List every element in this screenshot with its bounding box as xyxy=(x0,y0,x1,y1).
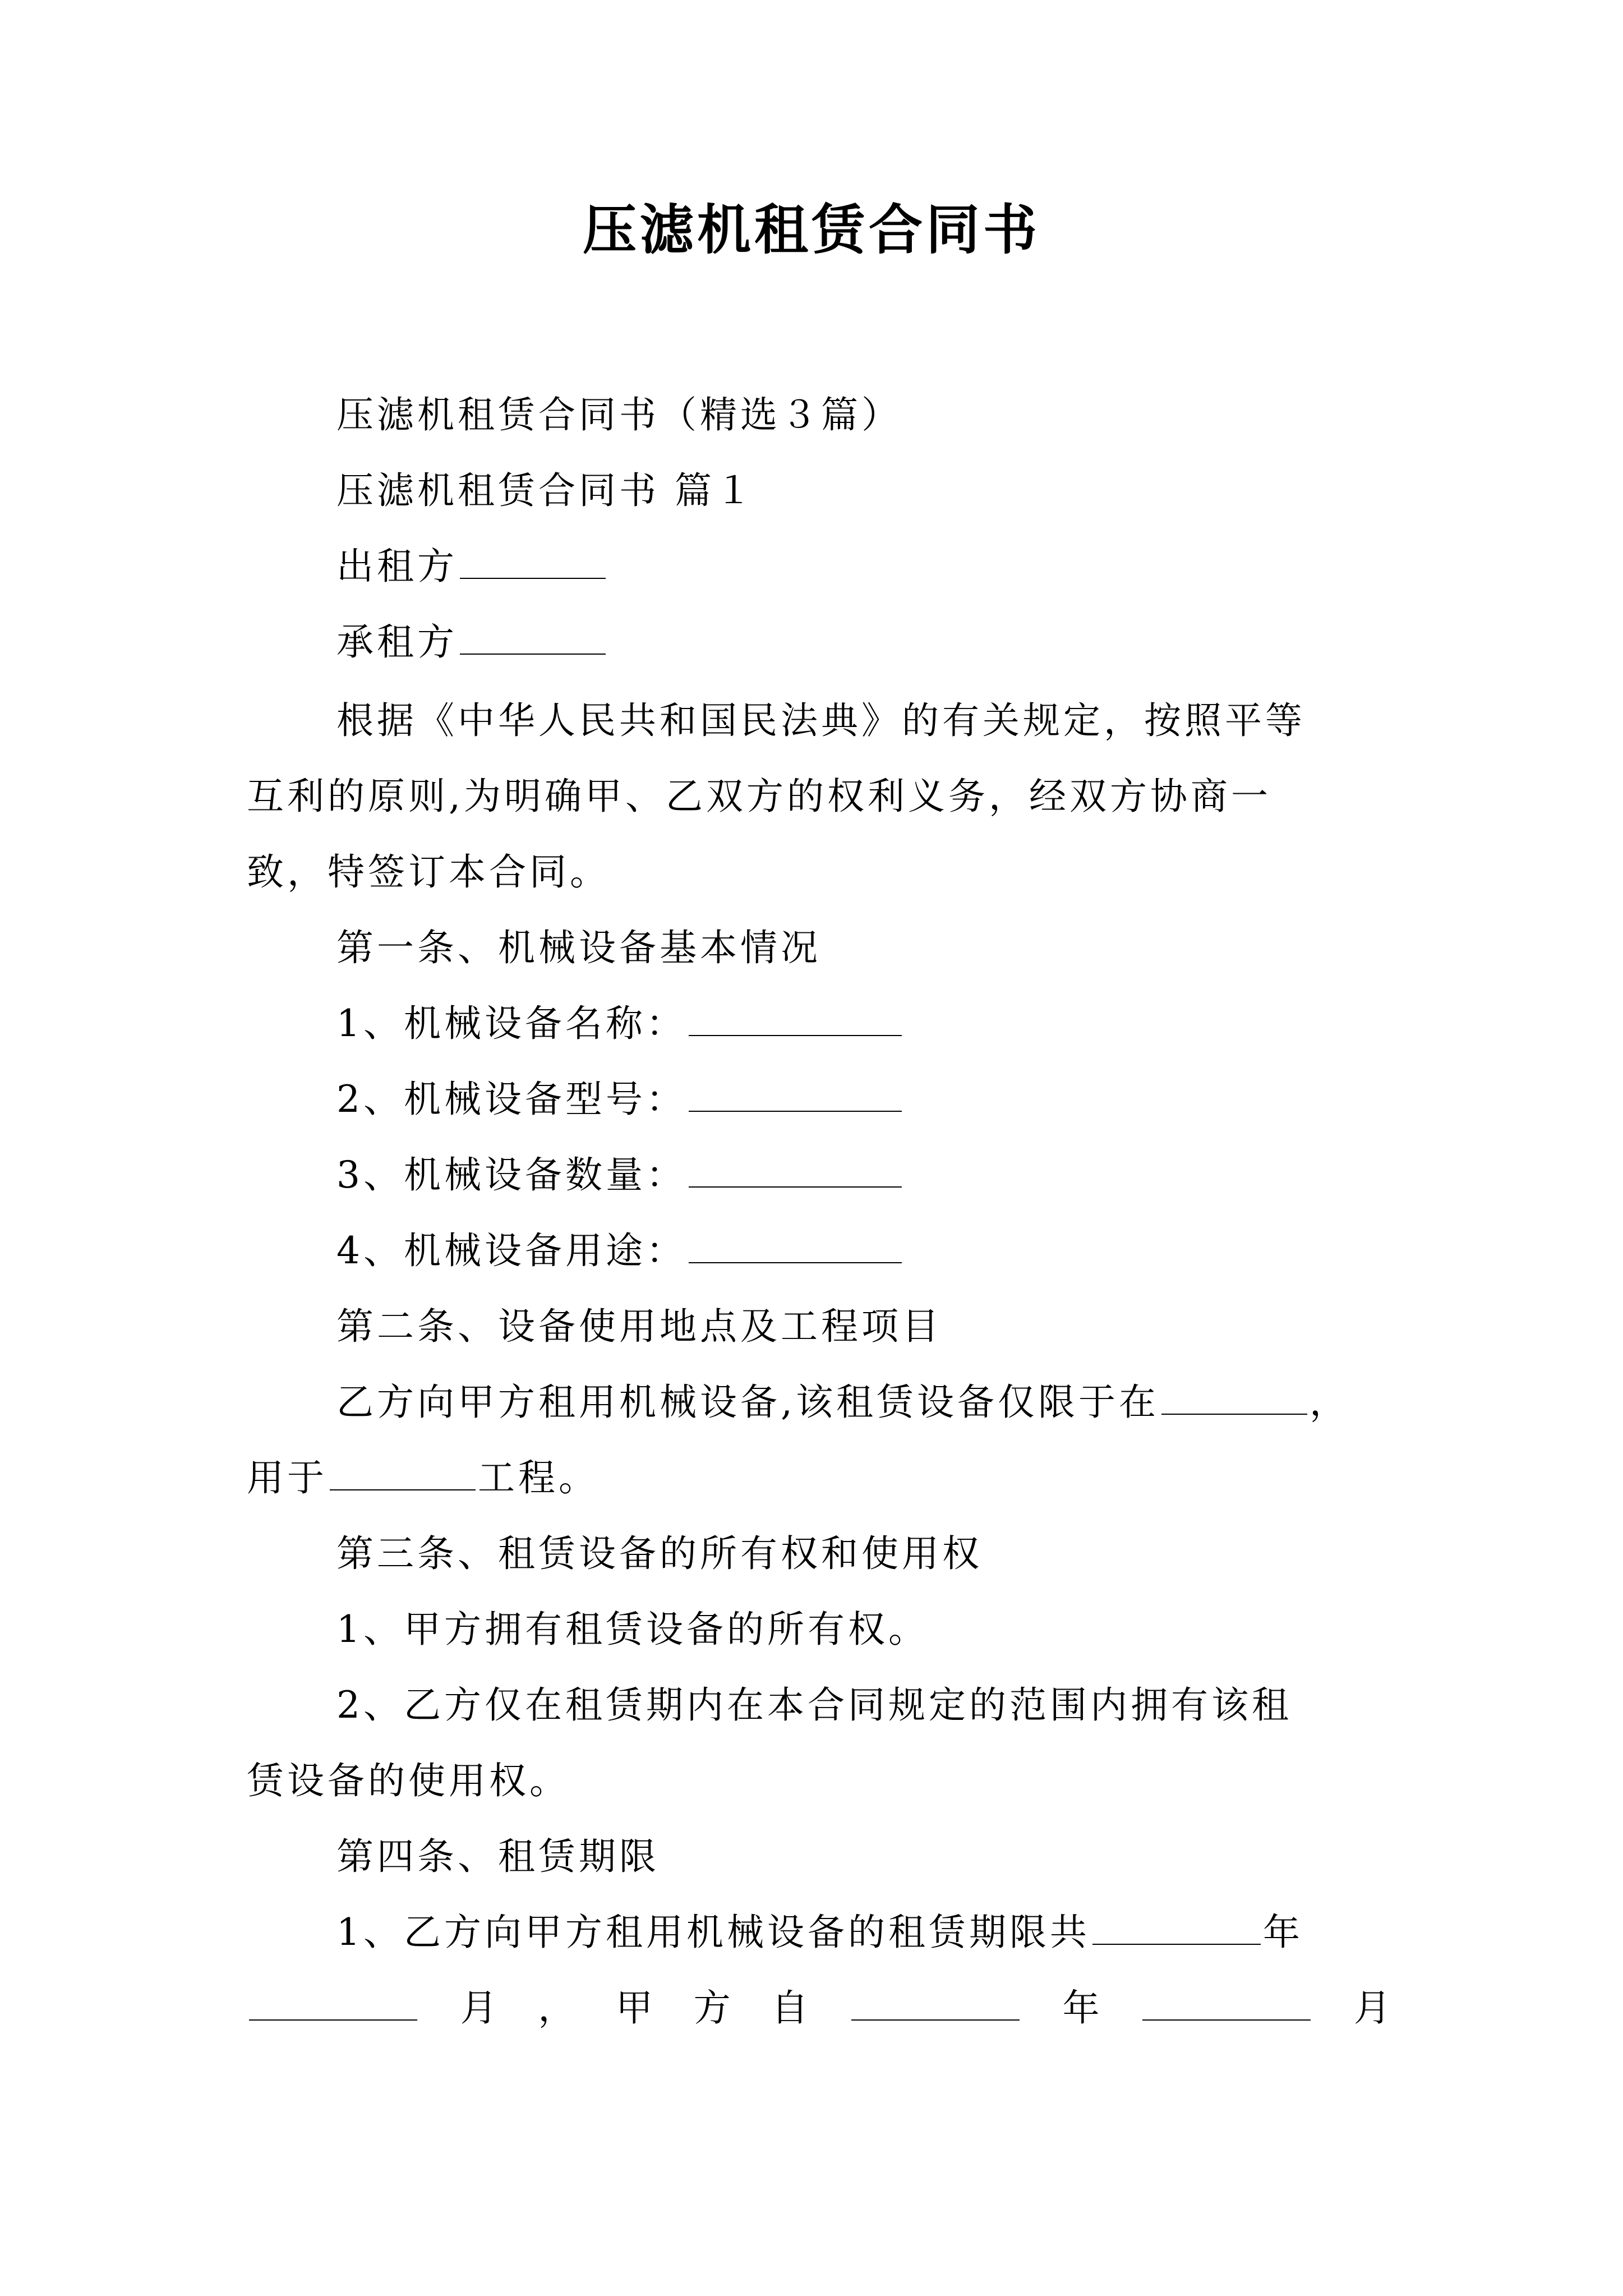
article-3-item-1: 1、甲方拥有租赁设备的所有权。 xyxy=(336,1608,929,1651)
start-year-blank xyxy=(851,1986,1020,2021)
months-blank xyxy=(249,1986,417,2021)
item-label: 1、机械设备名称： xyxy=(336,1002,686,1045)
subtitle: 压滤机租赁合同书（精选３篇） xyxy=(336,393,902,436)
section-heading: 压滤机租赁合同书 篇１ xyxy=(336,469,755,512)
item-blank xyxy=(689,1228,902,1263)
lessor-line xyxy=(336,541,1481,592)
lessor-blank xyxy=(460,544,606,579)
article-2-line-2 xyxy=(247,1453,1391,1503)
intro-line-2: 互利的原则,为明确甲、乙双方的权利义务，经双方协商一 xyxy=(247,775,1271,818)
article-4-word: ， xyxy=(538,1986,575,2030)
article-4-word: 自 xyxy=(771,1986,809,2030)
article-4-word: 甲 xyxy=(615,1986,653,2030)
item-label: 3、机械设备数量： xyxy=(336,1153,686,1197)
article-2-text: 工程。 xyxy=(478,1456,599,1499)
item-blank xyxy=(689,1153,902,1188)
start-month-blank xyxy=(1142,1986,1311,2021)
article-4-word: 月 xyxy=(1353,1986,1391,2030)
article-4-item-1-line-2 xyxy=(247,1983,1391,2033)
years-blank xyxy=(1092,1910,1261,1945)
article-2-heading: 第二条、设备使用地点及工程项目 xyxy=(336,1305,942,1348)
article-4-item-1-line-1 xyxy=(336,1907,1481,1958)
location-blank xyxy=(1161,1380,1307,1415)
article-1-item-4 xyxy=(336,1226,1481,1276)
article-4-word: 方 xyxy=(693,1986,731,2030)
article-4-unit: 年 xyxy=(1263,1911,1303,1954)
article-2-text: 乙方向甲方租用机械设备,该租赁设备仅限于在 xyxy=(336,1381,1159,1424)
intro-line-1: 根据《中华人民共和国民法典》的有关规定，按照平等 xyxy=(336,699,1306,742)
item-blank xyxy=(689,1077,902,1112)
article-4-text: 1、乙方向甲方租用机械设备的租赁期限共 xyxy=(336,1911,1090,1954)
article-4-heading: 第四条、租赁期限 xyxy=(336,1835,660,1878)
article-4-word: 年 xyxy=(1062,1986,1100,2030)
lessee-label: 承租方 xyxy=(336,620,458,664)
document-title: 压滤机租赁合同书 xyxy=(583,198,1040,261)
article-1-item-1 xyxy=(336,999,1481,1049)
project-blank xyxy=(330,1456,476,1490)
lessor-label: 出租方 xyxy=(336,545,458,588)
article-3-item-2-line-2: 赁设备的使用权。 xyxy=(247,1759,570,1802)
article-3-heading: 第三条、租赁设备的所有权和使用权 xyxy=(336,1532,983,1575)
article-3-item-2-line-1: 2、乙方仅在租赁期内在本合同规定的范围内拥有该租 xyxy=(336,1683,1292,1727)
item-blank xyxy=(689,1001,902,1036)
article-2-text: 用于 xyxy=(247,1456,328,1499)
lessee-line xyxy=(336,617,1481,668)
item-label: 4、机械设备用途： xyxy=(336,1229,686,1272)
intro-line-3: 致，特签订本合同。 xyxy=(247,850,610,894)
article-2-punct: ， xyxy=(1309,1381,1350,1424)
lessee-blank xyxy=(460,620,606,655)
article-1-item-3 xyxy=(336,1150,1481,1200)
item-label: 2、机械设备型号： xyxy=(336,1078,686,1121)
article-1-item-2 xyxy=(336,1074,1481,1125)
article-4-word: 月 xyxy=(460,1986,497,2030)
article-2-line-1 xyxy=(336,1377,1481,1428)
article-1-heading: 第一条、机械设备基本情况 xyxy=(336,926,821,969)
